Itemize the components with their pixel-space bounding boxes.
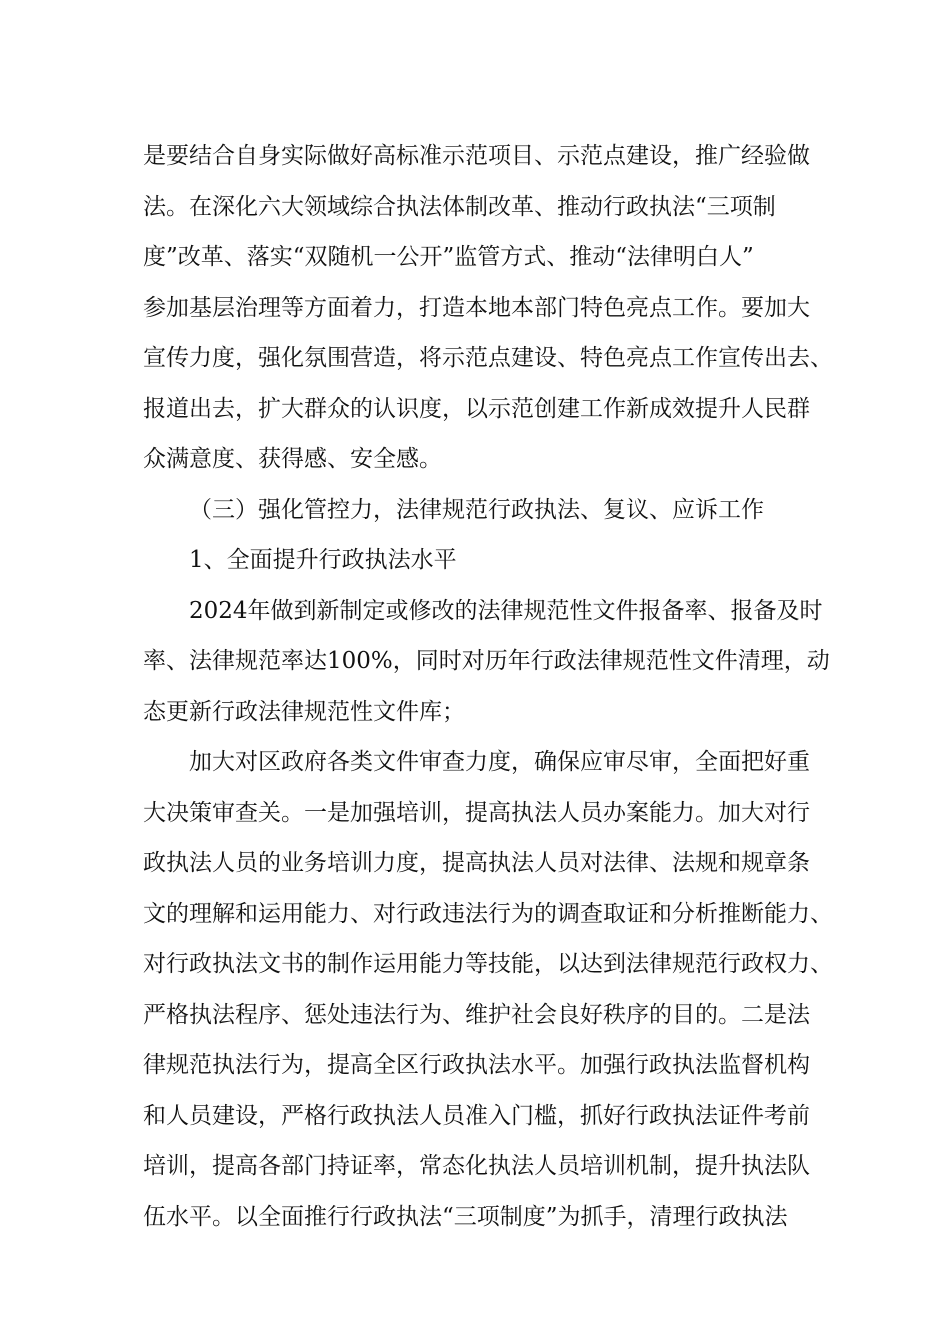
text-line-10: 2024年做到新制定或修改的法律规范性文件报备率、报备及时	[189, 597, 823, 624]
text-line-18: 严格执法程序、惩处违法行为、维护社会良好秩序的目的。二是法	[143, 1001, 810, 1028]
text-line-7: 众满意度、获得感、安全感。	[143, 446, 442, 472]
text-line-4: 参加基层治理等方面着力，打造本地本部门特色亮点工作。要加大	[143, 294, 810, 321]
text-line-3: 度”改革、落实“双随机一公开”监管方式、推动“法律明白人”	[143, 244, 754, 270]
text-line-1: 是要结合自身实际做好高标准示范项目、示范点建设，推广经验做	[143, 143, 810, 169]
text-line-2: 法。在深化六大领域综合执法体制改革、推动行政执法“三项制	[143, 193, 776, 220]
text-line-20: 和人员建设，严格行政执法人员准入门槛，抓好行政执法证件考前	[143, 1102, 810, 1129]
text-line-12: 态更新行政法律规范性文件库；	[143, 698, 465, 725]
text-line-5: 宣传力度，强化氛围营造，将示范点建设、特色亮点工作宣传出去、	[143, 345, 833, 371]
text-line-11: 率、法律规范率达100%，同时对历年行政法律规范性文件清理，动	[143, 648, 830, 674]
text-line-21: 培训，提高各部门持证率，常态化执法人员培训机制，提升执法队	[143, 1153, 810, 1179]
text-line-14: 大决策审查关。一是加强培训，提高执法人员办案能力。加大对行	[143, 799, 810, 826]
text-line-22: 伍水平。以全面推行行政执法“三项制度”为抓手，清理行政执法	[143, 1203, 788, 1230]
subsection-heading: 1、全面提升行政执法水平	[189, 547, 457, 573]
text-line-15: 政执法人员的业务培训力度，提高执法人员对法律、法规和规章条	[143, 850, 810, 876]
text-line-16: 文的理解和运用能力、对行政违法行为的调查取证和分析推断能力、	[143, 900, 833, 927]
text-line-13: 加大对区政府各类文件审查力度，确保应审尽审，全面把好重	[189, 749, 810, 775]
text-line-17: 对行政执法文书的制作运用能力等技能，以达到法律规范行政权力、	[143, 951, 833, 977]
text-line-6: 报道出去，扩大群众的认识度，以示范创建工作新成效提升人民群	[143, 395, 810, 422]
text-line-19: 律规范执法行为，提高全区行政执法水平。加强行政执法监督机构	[143, 1052, 810, 1078]
section-heading: （三）强化管控力，法律规范行政执法、复议、应诉工作	[189, 496, 764, 523]
document-body	[143, 131, 833, 1242]
